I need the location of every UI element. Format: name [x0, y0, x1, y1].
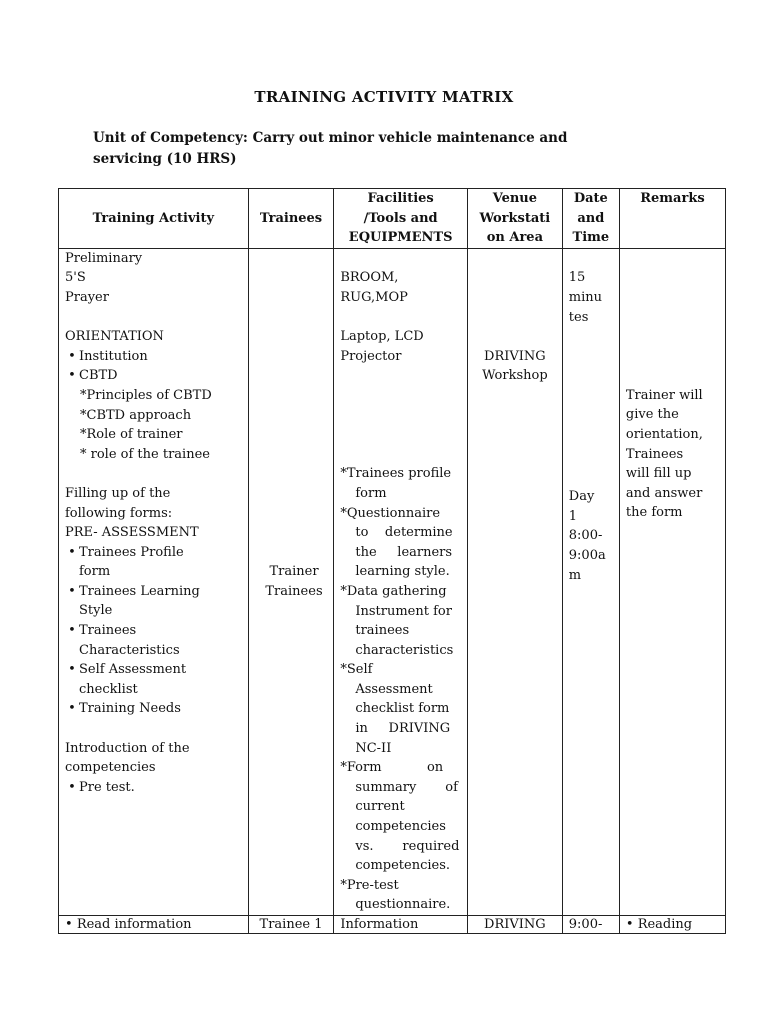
date-line: 15 — [568, 270, 586, 286]
activity-line: 5'S — [65, 270, 86, 286]
date-cell: 9:00- — [562, 916, 619, 934]
date-line: tes — [568, 309, 589, 325]
header-trainees: Trainees — [248, 189, 334, 249]
list-item: • CBTD — [68, 368, 118, 384]
activity-subline: Style — [79, 603, 113, 619]
activity-subline: * role of the trainee — [80, 446, 210, 462]
facilities-line: BROOM, — [340, 270, 399, 286]
activity-subline: *Role of trainer — [80, 427, 183, 443]
document-title: TRAINING ACTIVITY MATRIX — [254, 88, 514, 106]
facilities-subline: learning style. — [355, 564, 450, 580]
venue-cell: DRIVING — [467, 916, 562, 934]
facilities-subline: competencies — [355, 819, 446, 835]
remarks-line: Reading — [637, 917, 693, 932]
table-row — [59, 248, 726, 915]
date-line: m — [568, 567, 582, 583]
table-row — [59, 916, 726, 934]
remarks-cell — [619, 916, 725, 934]
header-facilities-line: EQUIPMENTS — [348, 230, 453, 246]
facilities-subline: questionnaire. — [355, 897, 451, 913]
activity-line: Filling up of the — [65, 485, 171, 501]
venue-cell — [467, 248, 562, 915]
facilities-subline: checklist form — [355, 701, 450, 717]
facilities-item: *Data gathering — [340, 583, 447, 599]
header-facilities — [334, 189, 468, 249]
list-item: • Trainees Profile — [68, 544, 184, 560]
activity-line: Introduction of the — [65, 740, 190, 756]
activity-line: following forms: — [65, 505, 173, 521]
activity-cell — [59, 916, 249, 934]
trainees-cell — [248, 248, 334, 915]
remarks-line: Trainer will — [625, 387, 703, 403]
trainees-line: Trainer — [269, 564, 319, 580]
facilities-subline: to determine — [355, 525, 453, 541]
activity-line: Read information — [76, 917, 192, 932]
trainees-cell: Trainee 1 — [248, 916, 334, 934]
activity-line: competencies — [65, 760, 156, 776]
facilities-line: RUG,MOP — [340, 289, 408, 305]
header-date-line: Time — [572, 230, 610, 246]
list-item: • Trainees — [68, 623, 137, 639]
date-cell — [562, 248, 619, 915]
activity-subline: *Principles of CBTD — [80, 387, 212, 403]
remarks-line: the form — [625, 505, 683, 521]
activity-cell — [59, 248, 249, 915]
list-item: • Institution — [68, 348, 148, 364]
facilities-subline: summary of — [355, 779, 458, 795]
activity-line: ORIENTATION — [65, 329, 164, 345]
facilities-item: *Self — [340, 662, 373, 678]
facilities-item: *Questionnaire — [340, 505, 441, 521]
header-venue-line: Workstati — [479, 210, 551, 226]
unit-line-1: Unit of Competency: Carry out minor vehicle maintenance and — [93, 130, 568, 146]
activity-line: Prayer — [65, 289, 109, 305]
list-item: • Self Assessment — [68, 662, 187, 678]
header-venue-line: on Area — [486, 230, 543, 246]
unit-of-competency — [93, 128, 623, 170]
facilities-item: *Pre-test — [340, 877, 399, 893]
header-row — [59, 189, 726, 249]
remarks-line: will fill up — [625, 466, 692, 482]
facilities-subline: trainees — [355, 623, 410, 639]
training-matrix-table — [58, 188, 726, 934]
header-facilities-line: /Tools and — [363, 210, 438, 226]
list-item: • Trainees Learning — [68, 583, 200, 599]
facilities-subline: the learners — [355, 544, 453, 560]
remarks-line: orientation, — [625, 426, 703, 442]
activity-subline: checklist — [79, 681, 138, 697]
header-venue — [467, 189, 562, 249]
date-line: 9:00a — [568, 547, 606, 563]
venue-line: Workshop — [482, 368, 548, 384]
facilities-item: *Trainees profile — [340, 466, 452, 482]
remarks-line: give the — [625, 407, 679, 423]
activity-line: PRE- ASSESSMENT — [65, 525, 199, 541]
header-training-activity: Training Activity — [59, 189, 249, 249]
header-remarks: Remarks — [619, 189, 725, 249]
header-venue-line: Venue — [492, 191, 538, 206]
facilities-cell: Information — [334, 916, 468, 934]
list-item: • Pre test. — [68, 779, 135, 795]
date-line: 1 — [568, 508, 578, 524]
list-item: • Training Needs — [68, 701, 181, 717]
header-date-line: Date — [573, 191, 608, 206]
facilities-subline: Assessment — [355, 681, 433, 697]
activity-subline: Characteristics — [79, 642, 180, 658]
remarks-cell — [619, 248, 725, 915]
header-date-line: and — [577, 210, 605, 226]
facilities-subline: current — [355, 799, 405, 815]
date-line: Day — [568, 489, 595, 505]
header-date-time — [562, 189, 619, 249]
activity-subline: *CBTD approach — [80, 407, 192, 423]
facilities-subline: vs. required — [355, 838, 460, 854]
facilities-cell — [334, 248, 468, 915]
facilities-subline: NC-II — [355, 740, 392, 756]
facilities-line: Projector — [340, 348, 402, 364]
header-facilities-line: Facilities — [367, 191, 434, 206]
date-line: minu — [568, 289, 603, 305]
facilities-subline: competencies. — [355, 858, 451, 874]
facilities-item: *Form on — [340, 760, 444, 776]
facilities-subline: in DRIVING — [355, 721, 451, 737]
facilities-subline: form — [355, 485, 387, 501]
facilities-subline: characteristics — [355, 642, 454, 658]
bullet-icon: • — [625, 917, 638, 932]
remarks-line: Trainees — [625, 446, 684, 462]
facilities-line: Laptop, LCD — [340, 329, 424, 345]
date-line: 8:00- — [568, 528, 603, 544]
unit-line-2: servicing (10 HRS) — [93, 151, 237, 167]
venue-line: DRIVING — [484, 348, 546, 364]
activity-line: Preliminary — [65, 250, 143, 266]
trainees-line: Trainees — [265, 583, 323, 599]
facilities-subline: Instrument for — [355, 603, 452, 619]
remarks-line: and answer — [625, 485, 703, 501]
activity-subline: form — [79, 564, 111, 580]
bullet-icon: • — [65, 917, 77, 932]
